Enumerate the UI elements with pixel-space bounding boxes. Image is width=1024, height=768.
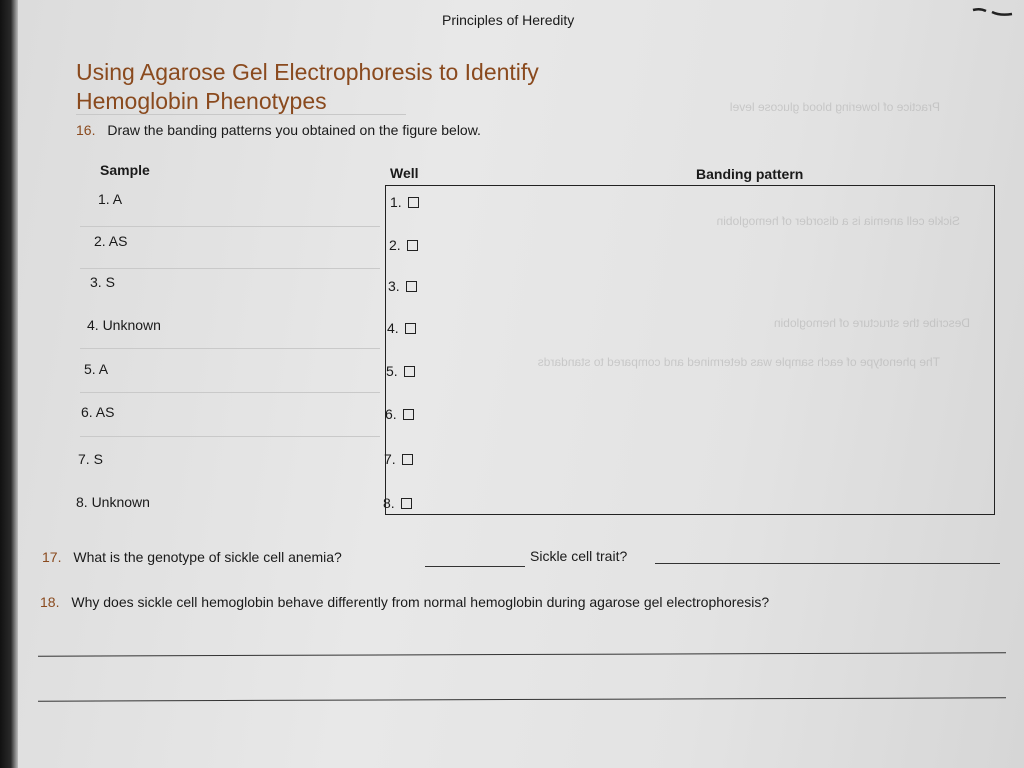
question-17-trait: Sickle cell trait? [530, 548, 628, 564]
column-header-banding: Banding pattern [696, 166, 804, 182]
row-separator [80, 392, 380, 393]
question-17-number: 17. [42, 549, 62, 565]
question-16-number: 16. [76, 122, 96, 138]
sample-row-label: 6. AS [81, 404, 115, 420]
title-underline [76, 114, 406, 115]
bleed-through-text: Sickle cell anemia is a disorder of hemoglobin [716, 214, 960, 228]
question-18-text: Why does sickle cell hemoglobin behave differently from normal hemoglobin during agarose gel electrophoresis? [71, 594, 770, 610]
sample-row-label: 1. A [98, 191, 123, 207]
sample-row-label: 5. A [84, 361, 109, 377]
table-edge-shadow [0, 0, 18, 768]
question-16 [76, 122, 481, 138]
sample-row-label: 8. Unknown [76, 494, 150, 510]
well-3[interactable] [388, 278, 417, 294]
well-4[interactable] [387, 320, 416, 336]
row-separator [80, 226, 380, 227]
column-header-well: Well [390, 165, 419, 181]
question-16-text: Draw the banding patterns you obtained on the figure below. [107, 122, 481, 138]
row-separator [80, 436, 380, 437]
well-checkbox[interactable] [402, 454, 413, 465]
well-checkbox[interactable] [408, 197, 419, 208]
well-number: 6. [385, 406, 397, 422]
question-18-number: 18. [40, 594, 60, 610]
well-number: 7. [384, 451, 396, 467]
well-5[interactable] [386, 363, 415, 379]
well-number: 4. [387, 320, 399, 336]
column-header-sample: Sample [100, 162, 150, 178]
question-18 [40, 594, 769, 610]
well-number: 8. [383, 495, 395, 511]
well-checkbox[interactable] [407, 240, 418, 251]
well-number: 3. [388, 278, 400, 294]
page-header: Principles of Heredity [442, 12, 575, 28]
row-separator [80, 348, 380, 349]
well-8[interactable] [383, 495, 412, 511]
trait-answer-line[interactable] [655, 563, 1000, 564]
well-number: 5. [386, 363, 398, 379]
row-separator [80, 268, 380, 269]
pen-mark-scribble [972, 4, 1014, 18]
worksheet-title-line1: Using Agarose Gel Electrophoresis to Identify [76, 59, 539, 85]
bleed-through-text: The phenotype of each sample was determined and compared to standards [537, 355, 940, 369]
well-1[interactable] [390, 194, 419, 210]
well-number: 1. [390, 194, 402, 210]
well-7[interactable] [384, 451, 413, 467]
bleed-through-text: Practice of lowering blood glucose level [729, 100, 940, 114]
sample-row-label: 7. S [78, 451, 103, 467]
worksheet-title-line2: Hemoglobin Phenotypes [76, 88, 327, 114]
well-checkbox[interactable] [403, 409, 414, 420]
well-6[interactable] [385, 406, 414, 422]
question-17-text: What is the genotype of sickle cell anemia? [73, 549, 342, 565]
sample-row-label: 2. AS [94, 233, 128, 249]
sample-row-label: 4. Unknown [87, 317, 161, 333]
well-checkbox[interactable] [401, 498, 412, 509]
question-17 [42, 549, 342, 565]
well-number: 2. [389, 237, 401, 253]
bleed-through-text: Describe the structure of hemoglobin [773, 316, 970, 330]
well-checkbox[interactable] [405, 323, 416, 334]
banding-pattern-drawing-area[interactable] [385, 185, 995, 515]
well-checkbox[interactable] [406, 281, 417, 292]
well-2[interactable] [389, 237, 418, 253]
sample-row-label: 3. S [90, 274, 115, 290]
well-checkbox[interactable] [404, 366, 415, 377]
genotype-answer-line[interactable] [425, 566, 525, 567]
